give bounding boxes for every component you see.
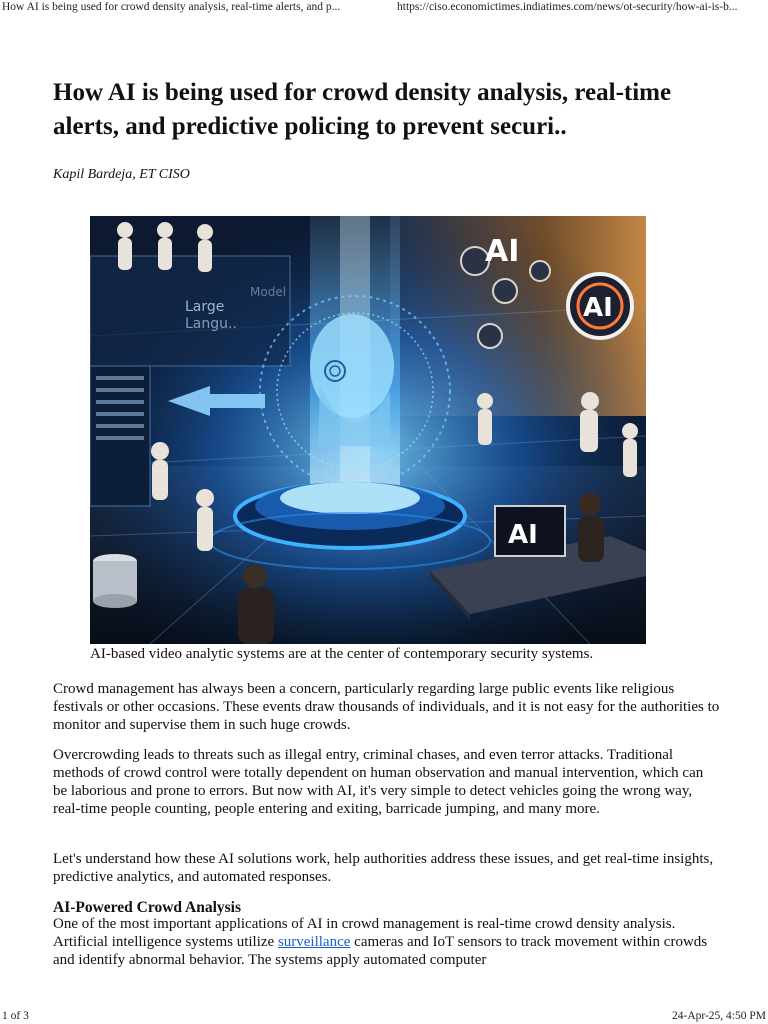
paragraph-text-before-link: One of the most important applications of AI in crowd management is real-time crowd density analysis. Artificial intelligence systems utilize [53,916,676,950]
hero-illustration [90,216,646,644]
page-indicator: 1 of 3 [2,1010,29,1022]
hero-overlay-model: Model [250,285,287,299]
paragraph-crowd-analysis [53,915,721,969]
paragraph-crowd-management: Crowd management has always been a concern, particularly regarding large public events like religious festivals or other occasions. These events draw thousands of individuals, and it is not easy for the authorities to monitor and supervise them in such huge crowds. [53,681,720,733]
print-header-url: https://ciso.economictimes.indiatimes.com/news/ot-security/how-ai-is-b... [397,1,738,13]
paragraph-ai-solutions: Let's understand how these AI solutions work, help authorities address these issues, and get real-time insights, predictive analytics, and automated responses. [53,851,714,885]
article-byline: Kapil Bardeja, ET CISO [53,167,190,182]
paragraph-overcrowding: Overcrowding leads to threats such as illegal entry, criminal chases, and even terror attacks. Traditional methods of crowd control were totally dependent on human observation and manual intervention, which can be laborious and prone to errors. But now with AI, it's very simple to detect vehicles going the wrong way, real-time people counting, people entering and exiting, barricade jumping, and many more. [53,747,704,817]
hero-image [90,216,646,644]
print-footer [0,1008,768,1024]
hero-overlay-ai-3: AI [508,520,538,550]
hero-caption: AI-based video analytic systems are at the center of contemporary security systems. [90,646,594,662]
print-header-page-title: How AI is being used for crowd density analysis, real-time alerts, and p... [2,1,341,13]
hero-overlay-ai-2: AI [583,293,613,323]
surveillance-link[interactable]: surveillance [277,934,351,950]
section-heading: AI-Powered Crowd Analysis [53,899,242,916]
hero-overlay-ai-1: AI [485,234,520,269]
print-header [0,0,768,18]
hero-overlay-language: Langu.. [185,316,237,332]
paragraph-text-after-link: cameras and IoT sensors to track movement within crowds and identify abnormal behavior. The systems apply automated computer [53,934,708,968]
article-title: How AI is being used for crowd density analysis, real-time alerts, and predictive policing to prevent securi.. [53,79,672,140]
print-timestamp: 24-Apr-25, 4:50 PM [671,1010,766,1022]
hero-overlay-large: Large [185,299,225,315]
